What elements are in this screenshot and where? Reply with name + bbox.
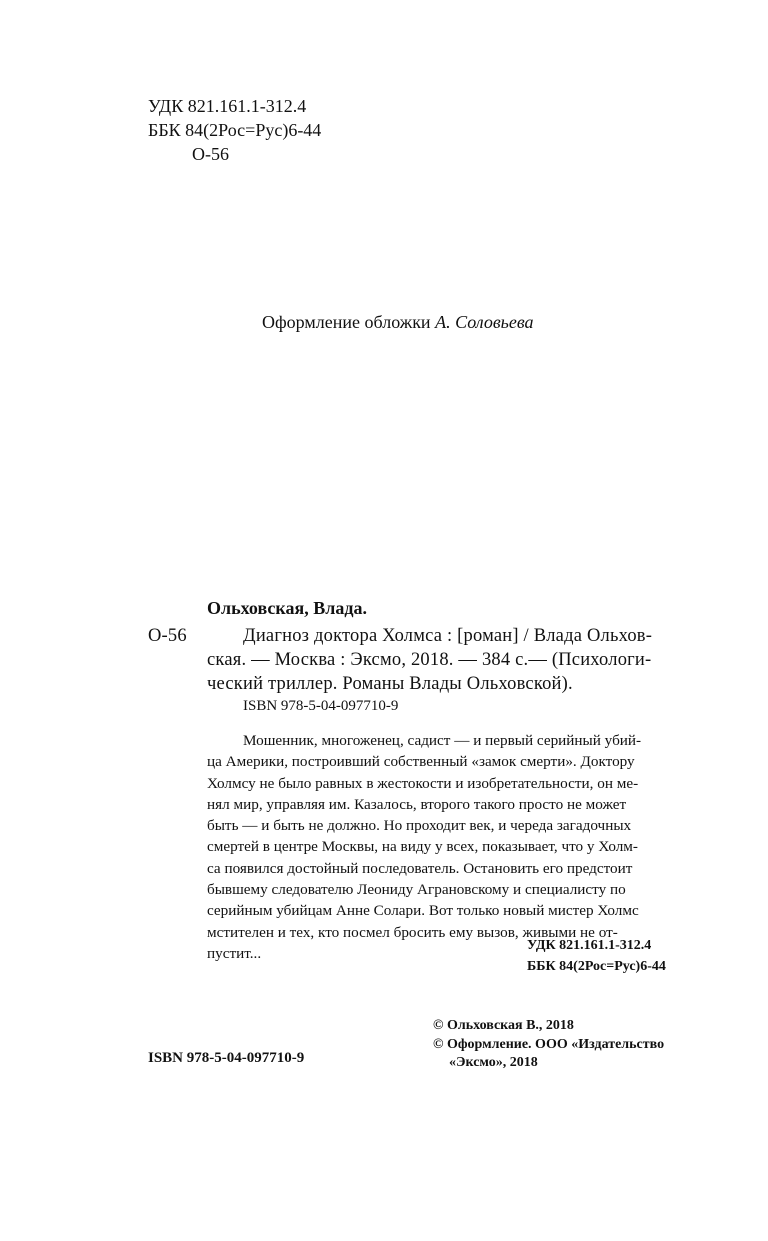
annotation-line: смертей в центре Москвы, на виду у всех, показывает, что у Холм- — [207, 838, 638, 856]
annotation-line: нял мир, управляя им. Казалось, второго такого просто не может — [207, 795, 627, 813]
entry-line-2: ская. — Москва : Эксмо, 2018. — 384 с.— (Психологи- — [207, 650, 652, 670]
cover-credit-prefix: Оформление обложки — [262, 312, 431, 332]
entry-line-3: ческий триллер. Романы Влады Ольховской). — [207, 674, 573, 694]
annotation — [207, 730, 642, 964]
annotation-line: са появился достойный последователь. Остановить его предстоит — [207, 859, 633, 877]
header-code: О-56 — [192, 144, 229, 164]
annotation-line: Холмсу не было равных в жестокости и изобретательности, он ме- — [207, 774, 639, 792]
annotation-line: пустит... — [207, 944, 262, 962]
header-bbk: ББК 84(2Рос=Рус)6-44 — [148, 120, 322, 140]
cover-credit-designer: А. Соловьева — [435, 312, 534, 332]
classification-udk: УДК 821.161.1-312.4 — [527, 938, 652, 953]
entry-author: Ольховская, Влада. — [207, 598, 367, 618]
annotation-line: быть — и быть не должно. Но проходит век, и череда загадочных — [207, 817, 632, 835]
footer-isbn: ISBN 978-5-04-097710-9 — [148, 1050, 305, 1066]
cover-credit — [262, 312, 534, 333]
entry-line-1: Диагноз доктора Холмса : [роман] / Влада Ольхов- — [243, 626, 653, 646]
copyright-design-line-1: © Оформление. ООО «Издательство — [433, 1037, 665, 1052]
entry-code: О-56 — [148, 626, 187, 646]
annotation-line: серийным убийцам Анне Солари. Вот только новый мистер Холмс — [207, 902, 639, 920]
annotation-line: мстителен и тех, кто посмел бросить ему вызов, живыми не от- — [207, 923, 618, 941]
annotation-line: бывшему следователю Леониду Аграновскому и специалисту по — [207, 881, 626, 899]
annotation-line: Мошенник, многоженец, садист — и первый серийный убий- — [243, 732, 642, 749]
copyright-design-line-2: «Эксмо», 2018 — [449, 1055, 538, 1070]
header-udk: УДК 821.161.1-312.4 — [148, 96, 307, 116]
annotation-line: ца Америки, построивший собственный «замок смерти». Доктору — [207, 753, 635, 771]
copyright-author: © Ольховская В., 2018 — [433, 1018, 574, 1033]
entry-isbn: ISBN 978-5-04-097710-9 — [243, 698, 399, 714]
classification-bbk: ББК 84(2Рос=Рус)6-44 — [527, 959, 666, 974]
